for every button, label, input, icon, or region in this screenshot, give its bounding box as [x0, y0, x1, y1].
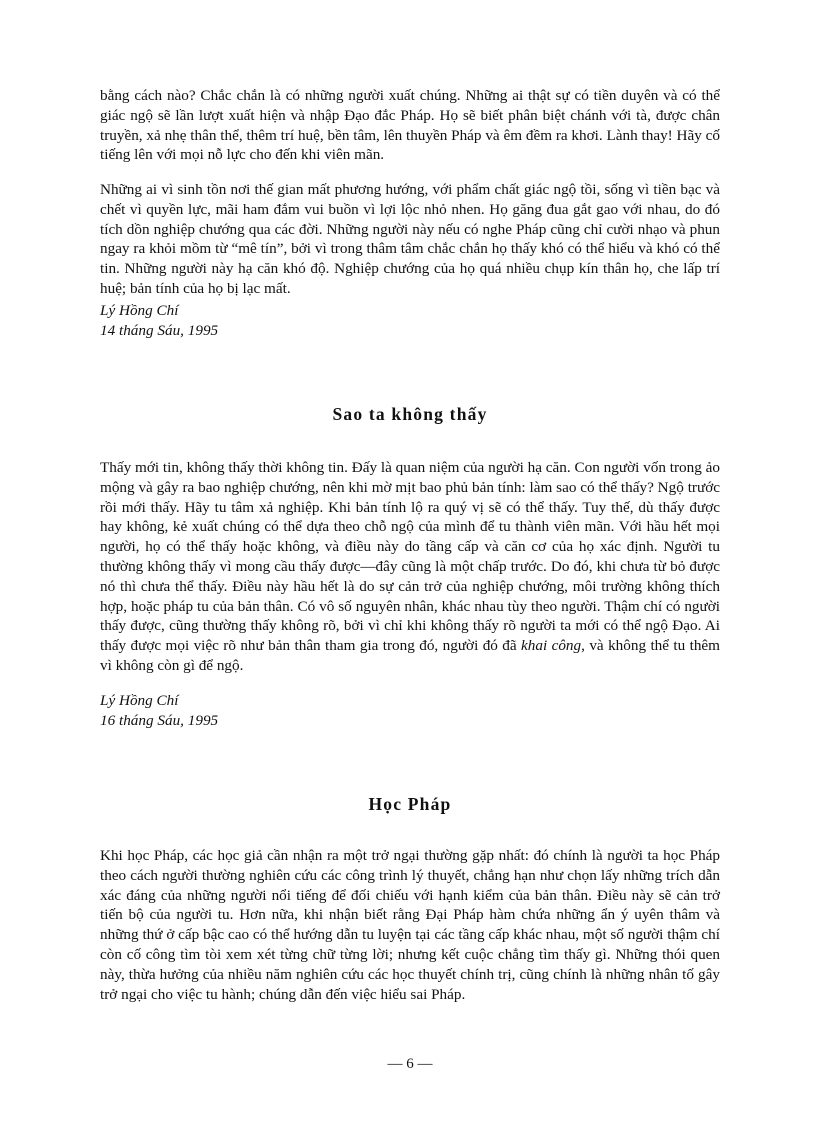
page-number: — 6 —	[387, 1056, 433, 1072]
signature-date: 16 tháng Sáu, 1995	[100, 711, 219, 729]
continuation-paragraph-2	[100, 180, 720, 299]
signature-block-1	[100, 301, 720, 341]
signature-block-2	[100, 691, 720, 731]
signature-date: 14 tháng Sáu, 1995	[100, 321, 219, 339]
emphasis-khai-cong: khai công	[521, 637, 582, 655]
section-2-paragraph	[100, 458, 720, 676]
author-name: Lý Hồng Chí	[100, 692, 179, 709]
section-title-sao-ta-khong-thay: Sao ta không thấy	[332, 404, 488, 424]
paragraph-text: bằng cách nào? Chắc chắn là có những người xuất chúng. Những ai thật sự có tiền duyên và có thể giác ngộ sẽ lần lượt xuất hiện và nhập Đạo đắc Pháp. Họ sẽ biết phân biệt chánh với tà, được chân truyền, xả nhẹ thân thể, thêm trí huệ, bền tâm, lên thuyền Pháp và êm đềm ra khơi. Lành thay! Hãy cố tiếng lên với mọi nỗ lực cho đến khi viên mãn.	[100, 87, 720, 164]
author-name: Lý Hồng Chí	[100, 302, 179, 319]
section-title-hoc-phap: Học Pháp	[368, 794, 452, 814]
section-3-paragraph	[100, 846, 720, 1004]
paragraph-text-end: , và không thể tu thêm vì không còn gì để ngộ.	[100, 637, 720, 674]
continuation-paragraph-1	[100, 86, 720, 165]
paragraph-text: Khi học Pháp, các học giả cần nhận ra một trở ngại thường gặp nhất: đó chính là người ta học Pháp theo cách người thường nghiên cứu các công trình lý thuyết, chẳng hạn như chọn lấy những trích dẫn xác đáng của những người nổi tiếng để đối chiếu với hạnh kiểm của bản thân. Điều này sẽ cản trở tiến bộ của người tu. Hơn nữa, khi nhận biết rằng Đại Pháp hàm chứa những ẩn ý uyên thâm và những thứ ở cấp bậc cao có thể hướng dẫn tu luyện tại các tầng cấp khác nhau, một số người thậm chí còn cố công tìm tòi xem xét từng chữ từng lời; nhưng kết cuộc chẳng tìm thấy gì. Những thói quen này, thừa hưởng của nhiều năm nghiên cứu các học thuyết chính trị, cũng chính là những nhân tố gây trở ngại cho việc tu hành; chúng dẫn đến việc hiểu sai Pháp.	[100, 847, 720, 1003]
paragraph-text: Những ai vì sinh tồn nơi thế gian mất phương hướng, với phẩm chất giác ngộ tồi, sống vì tiền bạc và chết vì quyền lực, mãi ham đắm vui buồn vì lợi lộc nhỏ nhen. Họ găng đua gắt gao với nhau, do đó tích dồn nghiệp chướng qua các đời. Những người này nếu có nghe Pháp cũng chỉ cười nhạo và phun ngay ra khỏi mồm từ “mê tín”, bởi vì trong thâm tâm chắc chắn họ thấy khó có thể hiểu và khó có thể tin. Những người này hạ căn khó độ. Nghiệp chướng của họ quá nhiều chụp kín thân họ, che lấp trí huệ; bản tính của họ bị lạc mất.	[100, 181, 720, 297]
paragraph-text-start: Thấy mới tin, không thấy thời không tin. Đấy là quan niệm của người hạ căn. Con người vốn trong ảo mộng và gây ra bao nghiệp chướng, nên khi mờ mịt bao phủ bản tính: làm sao có thể thấy? Ngộ trước rồi mới thấy. Hãy tu tâm xả nghiệp. Khi bản tính lộ ra quý vị sẽ có thể thấy. Tuy thế, dù thấy được hay không, kẻ xuất chúng có thể dựa theo chỗ ngộ của mình để tu thành viên mãn. Với hầu hết mọi người, họ có thể thấy hoặc không, và điều này do tầng cấp và căn cơ của họ xác định. Người tu thường không thấy vì mong cầu thấy được—đây cũng là một chấp trước. Do đó, khi chưa từ bỏ được nó thì chưa thể thấy. Điều này hầu hết là do sự cản trở của nghiệp chướng, môi trường không thích hợp, hoặc pháp tu của bản thân. Có vô số nguyên nhân, khác nhau tùy theo người. Thậm chí có người thấy được, cũng thường thấy không rõ, bởi vì chỉ khi không thấy rõ người ta mới có thể ngộ Đạo. Ai thấy được mọi việc rõ như bản thân tham gia trong đó, người đó đã	[100, 459, 720, 655]
paragraph-text	[100, 458, 720, 676]
